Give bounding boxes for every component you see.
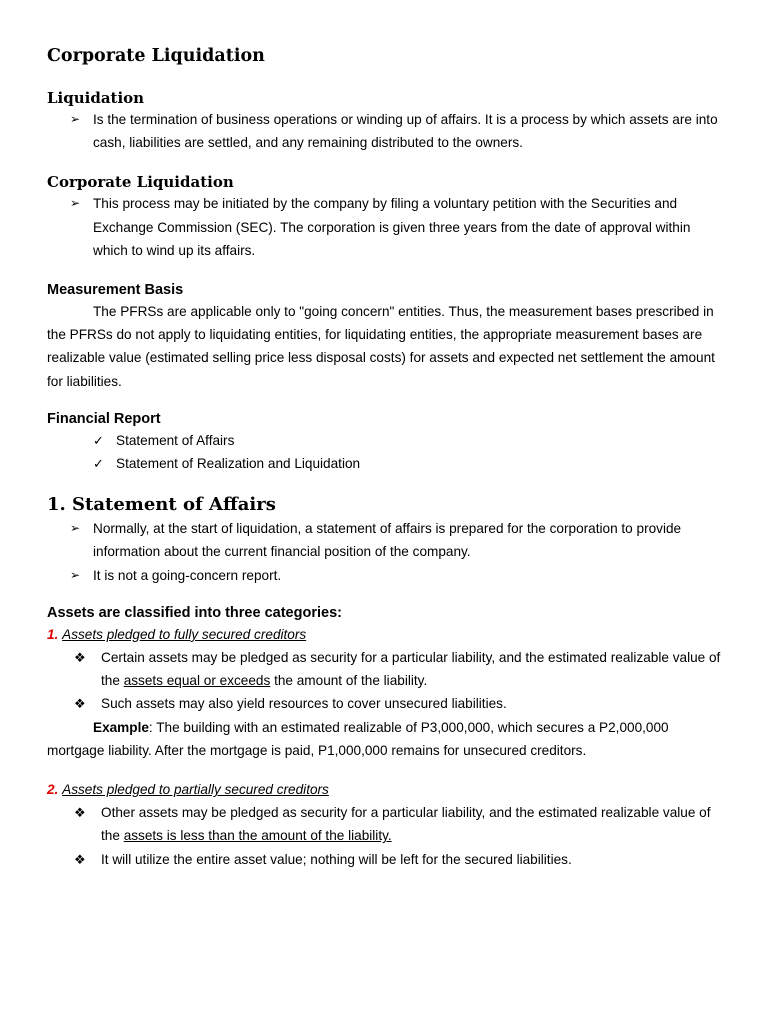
category-number: 1. [47, 626, 59, 642]
diamond-bullet-icon: ❖ [74, 696, 86, 712]
statement-of-affairs-list [47, 517, 722, 587]
diamond-bullet-icon: ❖ [74, 851, 86, 867]
arrow-bullet-icon: ➢ [70, 196, 81, 211]
assets-classified-heading: Assets are classified into three categories: [47, 604, 342, 621]
page-title: Corporate Liquidation [47, 46, 265, 66]
list-item: ❖ It will utilize the entire asset value; nothing will be left for the secured liabilities. [47, 848, 722, 871]
list-item: ➢ This process may be initiated by the company by filing a voluntary petition with the Securities and Exchange Commission (SEC). The corporation is given three years from the date of approval within which to wind up its affairs. [47, 192, 722, 262]
financial-report-list [47, 429, 722, 475]
category-2-list [47, 801, 722, 871]
category-2 [47, 778, 722, 801]
list-item: ➢ Normally, at the start of liquidation, a statement of affairs is prepared for the corporation to provide information about the current financial position of the company. [47, 517, 722, 563]
example-label: Example [93, 719, 149, 735]
arrow-bullet-icon: ➢ [70, 567, 81, 582]
arrow-bullet-icon: ➢ [70, 521, 81, 536]
category-label: Assets pledged to fully secured creditors [62, 626, 307, 642]
category-1 [47, 623, 722, 646]
corporate-liquidation-heading: Corporate Liquidation [47, 173, 234, 192]
list-item: ➢ Is the termination of business operations or winding up of affairs. It is a process by which assets are into cash, liabilities are settled, and any remaining distributed to the owners. [47, 108, 722, 154]
liquidation-list [47, 108, 722, 154]
list-item: ➢ It is not a going-concern report. [47, 564, 722, 587]
check-bullet-icon: ✓ [93, 456, 104, 472]
measurement-basis-heading: Measurement Basis [47, 282, 184, 299]
category-number: 2. [47, 782, 59, 798]
list-item: ✓ Statement of Realization and Liquidation [47, 452, 722, 475]
list-item: ✓ Statement of Affairs [47, 429, 722, 452]
diamond-bullet-icon: ❖ [74, 650, 86, 666]
category-1-list [47, 646, 722, 716]
financial-report-heading: Financial Report [47, 410, 161, 427]
diamond-bullet-icon: ❖ [74, 805, 86, 821]
list-item: ❖ Certain assets may be pledged as security for a particular liability, and the estimated realizable value of the assets equal or exceeds the amount of the liability. [47, 646, 722, 692]
example-paragraph: Example: The building with an estimated realizable of P3,000,000, which secures a P2,000,000 mortgage liability. After the mortgage is paid, P1,000,000 remains for unsecured creditors. [47, 719, 669, 758]
liquidation-heading: Liquidation [47, 89, 145, 107]
arrow-bullet-icon: ➢ [70, 112, 81, 126]
list-item: ❖ Other assets may be pledged as security for a particular liability, and the estimated realizable value of the assets is less than the amount of the liability. [47, 801, 722, 847]
check-bullet-icon: ✓ [93, 432, 104, 448]
corporate-liquidation-list [47, 192, 722, 262]
category-label: Assets pledged to partially secured creditors [62, 782, 329, 798]
measurement-basis-paragraph: The PFRSs are applicable only to "going concern" entities. Thus, the measurement bases prescribed in the PFRSs do not apply to liquidating entities, for liquidating entities, the appropriate measurement bases are realizable value (estimated selling price less disposal costs) for assets and expected net settlement the amount for liabilities. [47, 304, 715, 389]
list-item: ❖ Such assets may also yield resources to cover unsecured liabilities. [47, 692, 722, 715]
statement-of-affairs-heading: 1. Statement of Affairs [47, 494, 276, 516]
